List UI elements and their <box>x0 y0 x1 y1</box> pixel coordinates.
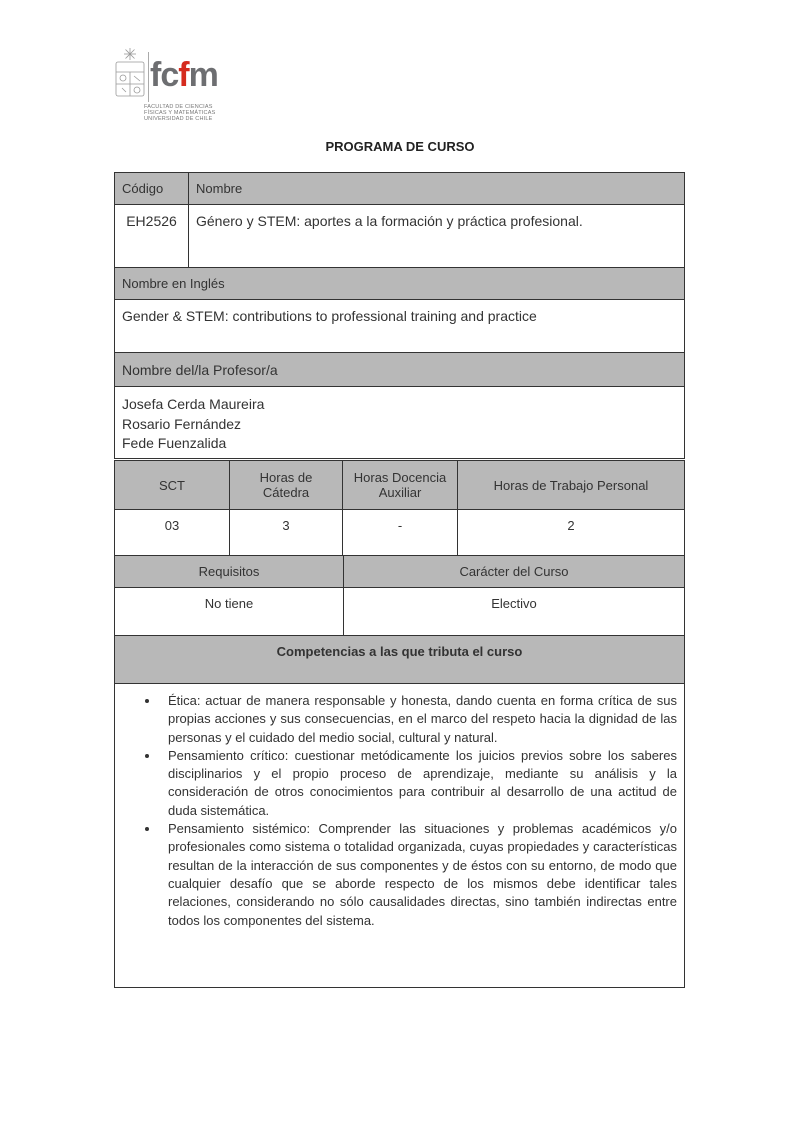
professors-row <box>115 387 684 458</box>
hours-table <box>114 460 685 988</box>
sct-header: SCT <box>159 477 185 493</box>
auxiliar-header: Horas Docencia Auxiliar <box>342 461 457 509</box>
logo-wordmark: fcfm <box>150 56 218 94</box>
requisitos-label: Requisitos <box>198 564 260 579</box>
requirements-row <box>115 588 684 636</box>
university-emblem-icon <box>112 46 148 102</box>
professor-name: Rosario Fernández <box>122 415 242 432</box>
caracter-value: Electivo <box>343 588 684 635</box>
course-info-table <box>114 172 685 459</box>
code-label: Código <box>122 181 164 196</box>
professor-name: Josefa Cerda Maureira <box>122 396 265 412</box>
english-name-header-row <box>115 268 684 300</box>
catedra-header: Horas de Cátedra <box>229 461 342 509</box>
personal-header: Horas de Trabajo Personal <box>457 461 684 509</box>
name-label: Nombre <box>188 173 684 204</box>
competencias-list <box>115 684 684 987</box>
sct-value: 03 <box>164 518 180 533</box>
english-name: Gender & STEM: contributions to professional training and practice <box>122 308 537 324</box>
code-name-row <box>115 205 684 268</box>
competencia-item: • Pensamiento crítico: cuestionar metódicamente los juicios previos sobre los saberes disciplinarios y el propio proceso de aprendizaje, mediante su análisis y la consideración de otros conocimientos para contribuir al desarrollo de una actitud de duda sistemática. <box>160 747 677 820</box>
code-name-header-row <box>115 173 684 205</box>
fcfm-logo <box>112 46 222 122</box>
personal-value: 2 <box>457 510 684 555</box>
course-name: Género y STEM: aportes a la formación y práctica profesional. <box>188 205 684 267</box>
competencias-header: Competencias a las que tributa el curso <box>276 644 523 659</box>
professor-label: Nombre del/la Profesor/a <box>122 361 278 378</box>
professor-name: Fede Fuenzalida <box>122 435 227 451</box>
professors-list <box>115 387 684 458</box>
caracter-label: Carácter del Curso <box>343 556 684 587</box>
requisitos-value: No tiene <box>204 596 254 611</box>
document-title: PROGRAMA DE CURSO <box>325 139 475 154</box>
auxiliar-value: - <box>342 510 457 555</box>
catedra-value: 3 <box>229 510 342 555</box>
competencia-item: • Ética: actuar de manera responsable y honesta, dando cuenta en forma crítica de sus propias acciones y sus consecuencias, en el marco del respeto hacia la dignidad de las personas y el cuidado del medio social, cultural y natural. <box>160 692 677 747</box>
logo-divider <box>148 52 149 102</box>
competencia-item: • Pensamiento sistémico: Comprender las situaciones y problemas académicos y/o profesionales como sistema o totalidad organizada, cuyas propiedades y características resultan de la interacción de sus componentes y de éstos con su entorno, de modo que cualquier desafío que se aborde respecto de los mismos debe identificar tales relaciones, considerando no sólo causalidades directas, sino también indirectas entre todos los componentes del sistema. <box>160 820 677 930</box>
hours-header-row <box>115 460 684 510</box>
professor-header-row <box>115 353 684 387</box>
competencias-header-row <box>115 636 684 684</box>
logo-subtitle: FACULTAD DE CIENCIAS FÍSICAS Y MATEMÁTICAS UNIVERSIDAD DE CHILE <box>144 104 216 122</box>
requirements-header-row <box>115 556 684 588</box>
english-name-row <box>115 300 684 353</box>
hours-values-row <box>115 510 684 556</box>
course-code: EH2526 <box>126 213 177 229</box>
competencias-row <box>115 684 684 987</box>
english-name-label: Nombre en Inglés <box>122 276 225 291</box>
